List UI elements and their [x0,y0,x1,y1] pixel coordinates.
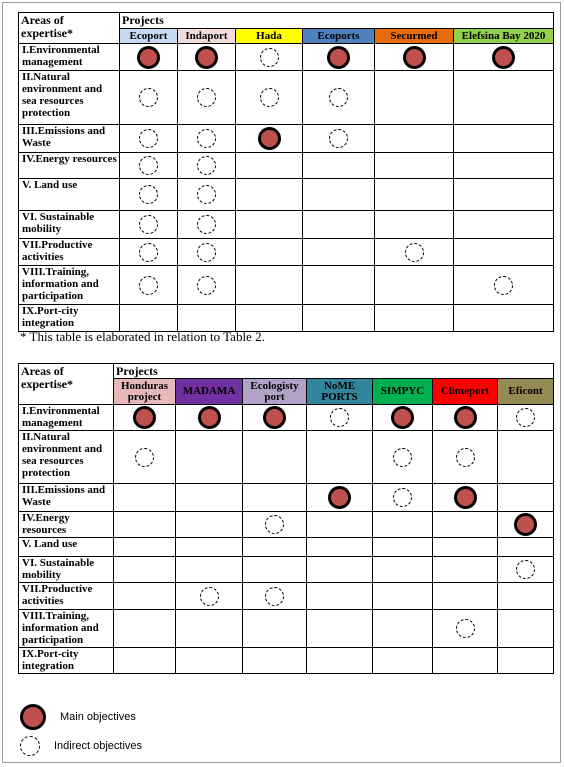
project-header-cell: Honduras project [114,379,176,405]
table-row [19,512,554,538]
indirect-objective-icon [197,243,216,262]
objective-cell [498,405,554,431]
objective-cell [178,239,236,266]
objective-cell [303,239,375,266]
areas-header: Areas of expertise* [19,364,114,405]
table-row [19,538,554,557]
table-row [19,239,554,266]
indirect-objective-icon [135,448,154,467]
objective-cell [498,484,554,512]
project-header-cell: Climeport [433,379,498,405]
objective-cell [120,125,178,153]
indirect-objective-icon [456,448,475,467]
legend-main [20,704,136,730]
objective-cell [433,538,498,557]
objective-cell [454,239,554,266]
table-row [19,648,554,674]
objective-cell [433,557,498,583]
table-row [19,179,554,211]
objective-cell [307,610,373,648]
objective-cell [236,153,303,179]
area-label: I.Environmental management [19,405,114,431]
indirect-objective-icon [260,88,279,107]
objective-cell [433,583,498,610]
objective-cell [498,557,554,583]
indirect-objective-icon [197,276,216,295]
objective-cell [433,610,498,648]
table-row [19,610,554,648]
area-label: IX.Port-city integration [19,305,120,332]
area-label: IX.Port-city integration [19,648,114,674]
objective-cell [454,305,554,332]
main-objective-icon [328,486,351,509]
objective-cell [498,538,554,557]
indirect-objective-icon [197,156,216,175]
indirect-objective-icon [139,215,158,234]
table-row [19,71,554,125]
table-row [19,405,554,431]
objective-cell [373,484,433,512]
objective-cell [433,512,498,538]
main-objective-icon [403,46,426,69]
objective-cell [373,405,433,431]
objective-cell [114,610,176,648]
indirect-objective-icon [139,88,158,107]
main-objective-icon [263,406,286,429]
indirect-objective-icon [139,243,158,262]
objective-cell [236,125,303,153]
objective-cell [120,266,178,305]
objective-cell [176,512,243,538]
objective-cell [243,610,307,648]
table-row [19,211,554,239]
indirect-objective-icon [197,215,216,234]
objective-cell [375,125,454,153]
objective-cell [178,125,236,153]
indirect-objective-icon [139,185,158,204]
objective-cell [373,538,433,557]
objective-cell [120,211,178,239]
objective-cell [114,538,176,557]
main-objective-icon [327,46,350,69]
objective-cell [114,648,176,674]
objective-cell [176,538,243,557]
objective-cell [114,431,176,484]
objective-cell [243,557,307,583]
project-header-cell: NoME PORTS [307,379,373,405]
objective-cell [114,484,176,512]
main-objective-icon [198,406,221,429]
objective-cell [307,557,373,583]
objective-cell [307,648,373,674]
project-header-cell: Indaport [178,29,236,44]
main-objective-icon [454,406,477,429]
area-label: II.Natural environment and sea resources protection [19,431,114,484]
project-header-cell: Ecoport [120,29,178,44]
objective-cell [373,583,433,610]
objective-cell [373,431,433,484]
table-note: * This table is elaborated in relation to Table 2. [20,329,265,344]
projects-header: Projects [120,13,554,29]
table-row [19,583,554,610]
objective-cell [303,125,375,153]
legend-indirect-label: Indirect objectives [54,740,143,752]
objective-cell [303,266,375,305]
table-row [19,431,554,484]
objective-cell [454,44,554,71]
objective-cell [243,405,307,431]
objective-cell [373,512,433,538]
main-objective-icon [195,46,218,69]
main-objective-icon [20,704,46,730]
indirect-objective-icon [139,156,158,175]
area-label: IV.Energy resources [19,153,120,179]
objective-cell [307,431,373,484]
objective-cell [375,305,454,332]
objective-cell [307,405,373,431]
indirect-objective-icon [393,448,412,467]
areas-header: Areas of expertise* [19,13,120,44]
table-row [19,44,554,71]
table-row [19,125,554,153]
objective-cell [307,583,373,610]
main-objective-icon [514,513,537,536]
indirect-objective-icon [139,129,158,148]
objective-cell [454,211,554,239]
objective-cell [303,305,375,332]
objective-cell [243,538,307,557]
indirect-objective-icon [456,619,475,638]
objective-cell [236,239,303,266]
objective-cell [498,512,554,538]
area-label: V. Land use [19,179,120,211]
objective-cell [178,179,236,211]
objective-cell [236,179,303,211]
objective-cell [176,431,243,484]
indirect-objective-icon [200,587,219,606]
indirect-objective-icon [516,408,535,427]
indirect-objective-icon [330,408,349,427]
objective-cell [178,44,236,71]
objective-cell [454,266,554,305]
project-header-cell: Elefsina Bay 2020 [454,29,554,44]
objective-cell [176,583,243,610]
indirect-objective-icon [197,88,216,107]
objective-cell [433,648,498,674]
objective-cell [375,239,454,266]
area-label: IV.Energy resources [19,512,114,538]
table-row [19,266,554,305]
area-label: III.Emissions and Waste [19,125,120,153]
objective-cell [375,44,454,71]
objective-cell [120,305,178,332]
project-header-cell: Ecologisty port [243,379,307,405]
table-row [19,484,554,512]
objective-cell [114,583,176,610]
objective-cell [307,484,373,512]
main-objective-icon [492,46,515,69]
area-label: III.Emissions and Waste [19,484,114,512]
area-label: VI. Sustainable mobility [19,557,114,583]
objective-cell [243,583,307,610]
objective-cell [307,512,373,538]
area-label: VII.Productive activities [19,239,120,266]
objective-cell [433,405,498,431]
indirect-objective-icon [197,185,216,204]
area-label: V. Land use [19,538,114,557]
objective-cell [307,538,373,557]
objective-cell [178,305,236,332]
main-objective-icon [133,406,156,429]
objective-cell [375,211,454,239]
objective-cell [120,239,178,266]
area-label: II.Natural environment and sea resources protection [19,71,120,125]
objective-cell [454,71,554,125]
table-row [19,557,554,583]
indirect-objective-icon [139,276,158,295]
objective-cell [433,431,498,484]
indirect-objective-icon [516,560,535,579]
main-objective-icon [391,406,414,429]
indirect-objective-icon [329,129,348,148]
objective-cell [454,179,554,211]
objective-cell [178,266,236,305]
objective-cell [178,153,236,179]
area-label: VIII.Training, information and participation [19,610,114,648]
indirect-objective-icon [260,48,279,67]
objective-cell [114,557,176,583]
objective-cell [236,305,303,332]
objective-cell [114,512,176,538]
objective-cell [375,153,454,179]
objective-cell [454,153,554,179]
objective-cell [236,71,303,125]
objective-cell [178,71,236,125]
objective-cell [303,71,375,125]
objective-cell [303,44,375,71]
objective-cell [303,179,375,211]
main-objective-icon [258,127,281,150]
objective-cell [375,71,454,125]
area-label: VIII.Training, information and participation [19,266,120,305]
objective-cell [303,153,375,179]
main-objective-icon [137,46,160,69]
objective-cell [373,610,433,648]
objective-cell [176,648,243,674]
projects-table-2 [18,363,554,674]
objective-cell [176,405,243,431]
area-label: I.Environmental management [19,44,120,71]
objective-cell [120,153,178,179]
objective-cell [243,484,307,512]
project-header-cell: SIMPYC [373,379,433,405]
indirect-objective-icon [329,88,348,107]
indirect-objective-icon [265,587,284,606]
area-label: VI. Sustainable mobility [19,211,120,239]
projects-header: Projects [114,364,554,379]
objective-cell [373,648,433,674]
indirect-objective-icon [494,276,513,295]
indirect-objective-icon [265,515,284,534]
projects-table-1 [18,12,554,332]
objective-cell [303,211,375,239]
objective-cell [120,179,178,211]
objective-cell [178,211,236,239]
project-header-cell: Eficont [498,379,554,405]
project-header-cell: MADAMA [176,379,243,405]
table-row [19,153,554,179]
objective-cell [243,431,307,484]
objective-cell [454,125,554,153]
indirect-objective-icon [197,129,216,148]
objective-cell [236,266,303,305]
objective-cell [236,44,303,71]
objective-cell [114,405,176,431]
project-header-cell: Securmed [375,29,454,44]
area-label: VII.Productive activities [19,583,114,610]
objective-cell [243,512,307,538]
objective-cell [498,610,554,648]
objective-cell [433,484,498,512]
main-objective-icon [454,486,477,509]
objective-cell [375,266,454,305]
objective-cell [243,648,307,674]
objective-cell [498,431,554,484]
objective-cell [375,179,454,211]
project-header-cell: Hada [236,29,303,44]
objective-cell [176,557,243,583]
table-row [19,305,554,332]
objective-cell [498,648,554,674]
objective-cell [236,211,303,239]
legend-main-label: Main objectives [60,711,136,723]
objective-cell [120,71,178,125]
objective-cell [120,44,178,71]
project-header-cell: Ecoports [303,29,375,44]
objective-cell [498,583,554,610]
legend-indirect [20,736,142,756]
indirect-objective-icon [20,736,40,756]
objective-cell [176,610,243,648]
objective-cell [373,557,433,583]
indirect-objective-icon [393,488,412,507]
indirect-objective-icon [405,243,424,262]
objective-cell [176,484,243,512]
